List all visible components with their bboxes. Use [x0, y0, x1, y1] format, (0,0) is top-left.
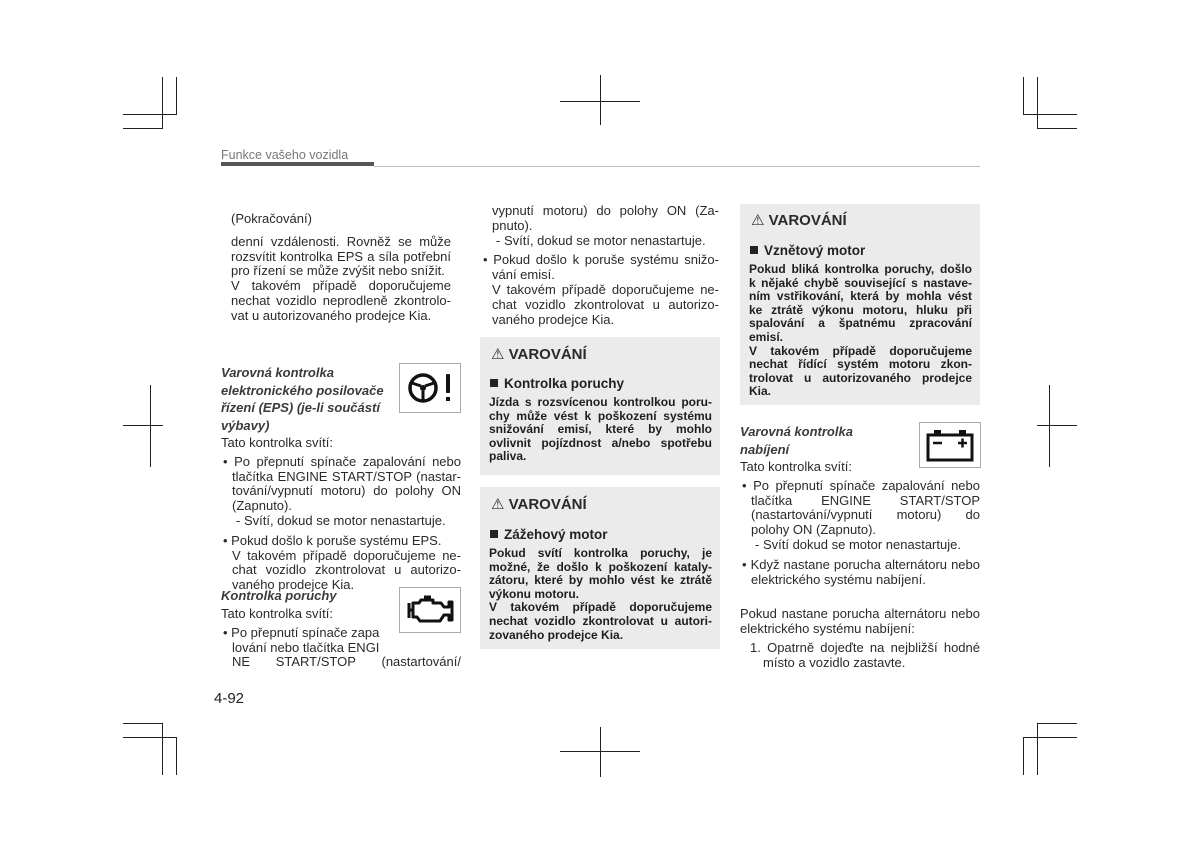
warning-body-text: Pokud bliká kontrolka poruchy, došlo k nějaké chybě související s nastavením vstřikování, která by mohla vést ke ztrátě výkonu motoru, hluku při spalování a špatnému zpracování emisí.	[749, 262, 972, 344]
warning-triangle-icon: ⚠	[491, 496, 505, 513]
bullet-text: START/STOP	[275, 654, 356, 670]
bullet: •	[742, 556, 751, 572]
paragraph: vypnutí motoru) do polohy ON (Zapnuto).	[492, 203, 719, 233]
list-item	[221, 626, 461, 641]
warning-body	[749, 263, 972, 399]
warning-title	[751, 211, 847, 229]
warning-title	[491, 345, 587, 363]
paragraph: denní vzdálenosti. Rovněž se může rozsvítit kontrolka EPS a síla potřební pro řízení se může zvýšit nebo snížit.	[231, 233, 451, 279]
list-item	[221, 455, 461, 514]
eps-section	[221, 436, 461, 593]
warning-body	[489, 547, 712, 642]
warning-subtitle-text: Zážehový motor	[504, 527, 608, 542]
paragraph: V takovém případě doporučujeme nechat vozidlo zkontrolovat u autorizovaného prodejce Kia.	[492, 281, 719, 327]
charge-section	[740, 460, 980, 671]
continued-label: (Pokračování)	[231, 211, 312, 226]
warning-body-text: V takovém případě doporučujeme nechat vozidlo zkontrolovat u autorizovaného prodejce Kia.	[489, 600, 712, 642]
bullet-line	[221, 655, 461, 670]
dash-text: Svítí, dokud se motor nenastartuje.	[243, 512, 446, 528]
section-header: Funkce vašeho vozidla	[221, 148, 349, 162]
warning-subtitle-text: Vznětový motor	[764, 243, 866, 258]
warning-title-text: VAROVÁNÍ	[768, 212, 847, 229]
dash: -	[496, 232, 504, 248]
column-1	[221, 212, 451, 324]
warning-box-mil	[480, 337, 720, 475]
bullet: •	[223, 624, 232, 640]
bullet: •	[223, 453, 235, 469]
list-item	[481, 234, 719, 249]
warning-subtitle	[750, 243, 865, 258]
dash: -	[236, 512, 244, 528]
warning-title	[491, 495, 587, 513]
dash-text: Svítí dokud se motor nenastartuje.	[762, 536, 961, 552]
dash-text: Svítí, dokud se motor nenastartuje.	[503, 232, 706, 248]
mil-heading: Kontrolka poruchy	[221, 588, 337, 603]
paragraph: Pokud nastane porucha alternátoru nebo elektrického systému nabíjení:	[740, 606, 980, 637]
warning-triangle-icon: ⚠	[751, 212, 765, 229]
list-item	[221, 534, 461, 549]
square-bullet	[490, 530, 498, 538]
numbered-step: 1. Opatrně dojeďte na nejbližší hodné místo a vozidlo zastavte.	[750, 639, 980, 670]
dash: -	[755, 536, 763, 552]
warning-body-text: V takovém případě doporučujeme nechat řídící systém motoru zkontrolovat u autorizovaného prodejce Kia.	[749, 343, 972, 399]
list-item	[740, 538, 980, 553]
warning-box-petrol	[480, 487, 720, 649]
eps-icon-box	[399, 363, 461, 413]
paragraph: V takovém případě doporučujeme nechat vozidlo zkontrolovat u autorizovaného prodejce Kia.	[232, 547, 461, 593]
bullet-text: Pokud došlo k poruše systému snižování emisí.	[492, 252, 719, 283]
warning-subtitle-text: Kontrolka poruchy	[504, 376, 625, 391]
warning-subtitle	[490, 527, 608, 542]
bullet-text: Po přepnutí spínače zapalování nebo tlačítka ENGINE START/STOP (nastartování/vypnutí motoru) do polohy ON (Zapnuto).	[751, 477, 980, 538]
bullet-text: NE	[232, 654, 251, 670]
warning-subtitle	[490, 376, 624, 391]
warning-box-diesel	[740, 204, 980, 405]
bullet-text: Když nastane porucha alternátoru nebo elektrického systému nabíjení.	[750, 556, 980, 587]
lights-label: Tato kontrolka svítí:	[221, 606, 333, 621]
eps-heading: Varovná kontrolka elektronického posilovače řízení (EPS) (je-li součástí výbavy)	[221, 365, 384, 433]
warning-body: Jízda s rozsvícenou kontrolkou poruchy může vést k poškození systému snižování emisí, které by mohlo ovlivnit pojízdnost a/nebo spotřebu paliva.	[489, 395, 712, 464]
bullet-text: lování nebo tlačítka ENGI	[232, 639, 380, 655]
bullet-text: Pokud došlo k poruše systému EPS.	[231, 532, 442, 548]
list-item	[740, 558, 980, 588]
mil-section	[221, 607, 461, 670]
bullet-text: Po přepnutí spínače zapalování nebo tlačítka ENGINE START/STOP (nastartování/vypnutí motoru) do polohy ON (Zapnuto).	[232, 453, 461, 514]
bullet: •	[483, 252, 494, 268]
bullet: •	[742, 477, 754, 493]
square-bullet	[750, 246, 758, 254]
list-item	[481, 253, 719, 283]
paragraph: V takovém případě doporučujeme nechat vozidlo neprodleně zkontrolovat u autorizovaného prodejce Kia.	[231, 278, 451, 323]
lights-label: Tato kontrolka svítí:	[740, 459, 852, 474]
list-item	[221, 514, 461, 529]
column-2	[481, 204, 719, 327]
page-number: 4-92	[214, 690, 245, 707]
lights-label: Tato kontrolka svítí:	[221, 435, 333, 450]
warning-title-text: VAROVÁNÍ	[508, 496, 587, 513]
warning-triangle-icon: ⚠	[491, 346, 505, 363]
header-rule	[374, 166, 980, 167]
bullet: •	[223, 532, 232, 548]
warning-body-text: Pokud svítí kontrolka poruchy, je možné, že došlo k poškození katalyzátoru, které by mohlo vést ke ztrátě výkonu motoru.	[489, 546, 712, 601]
list-item	[740, 479, 980, 538]
header-bar	[221, 162, 374, 166]
square-bullet	[490, 379, 498, 387]
charge-heading: Varovná kontrolka nabíjení	[740, 424, 853, 457]
eps-warning-icon	[400, 364, 460, 412]
bullet-text: Po přepnutí spínače zapa	[231, 624, 380, 640]
bullet-text: (nastartování/	[381, 654, 461, 670]
warning-title-text: VAROVÁNÍ	[508, 346, 587, 363]
